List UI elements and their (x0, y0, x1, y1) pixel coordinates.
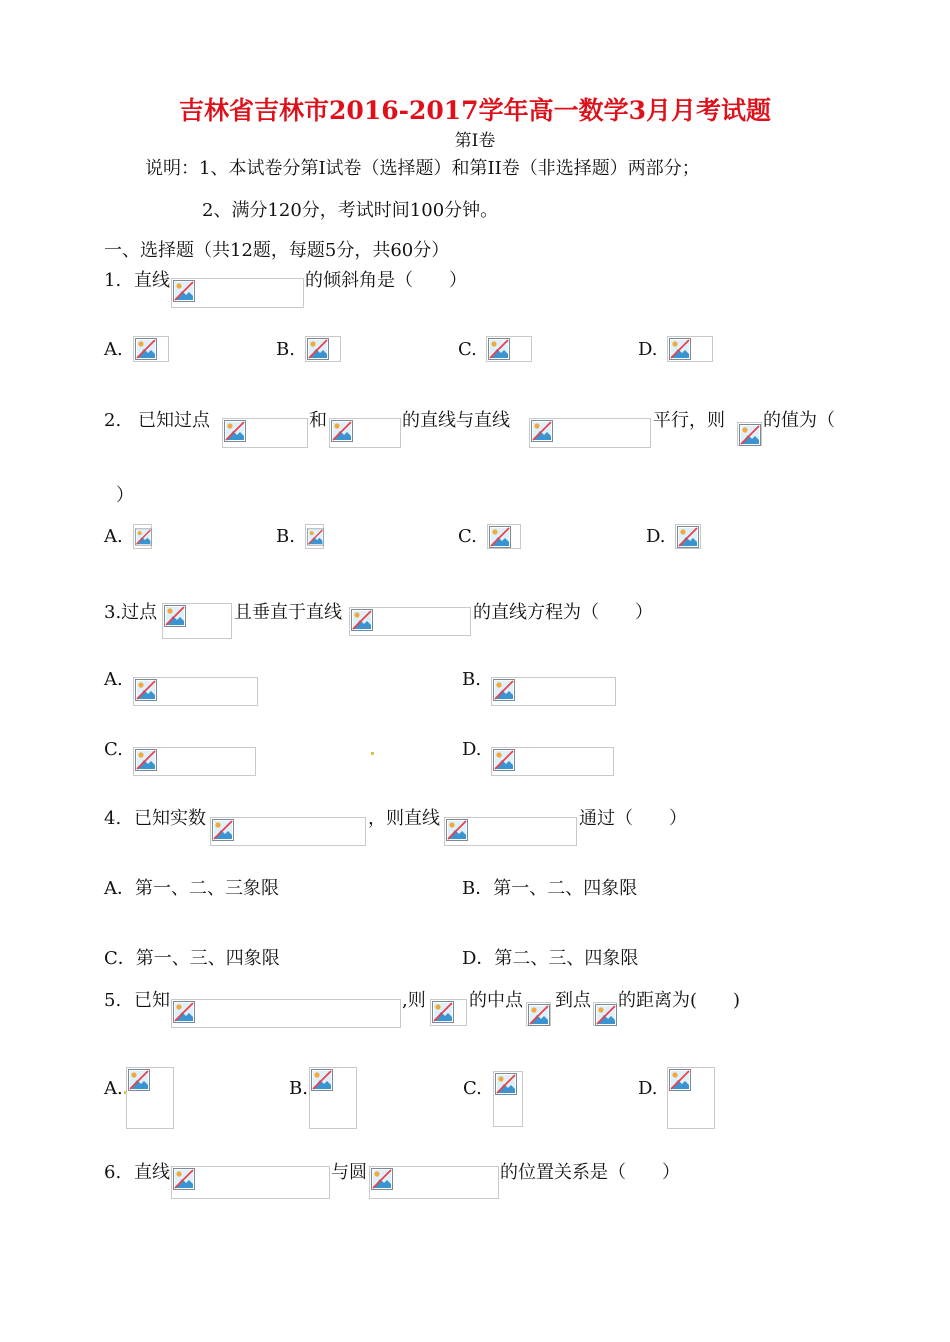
q2-point-1-image (222, 418, 308, 448)
broken-image-icon (595, 1004, 617, 1026)
q3-option-d-image (491, 747, 614, 776)
broken-image-icon (669, 1069, 691, 1091)
q3-option-d: D. (462, 739, 482, 760)
q2-number: 2. (104, 410, 122, 431)
broken-image-icon (307, 526, 324, 548)
broken-image-icon (371, 1168, 393, 1190)
q5-text-1: 已知 (134, 990, 170, 1011)
q3-option-b-image (491, 677, 616, 706)
q3-option-a: A. (104, 669, 123, 690)
broken-image-icon (173, 280, 195, 302)
q5-option-a-image (126, 1067, 174, 1129)
q5-number: 5. (104, 990, 122, 1011)
broken-image-icon (331, 420, 353, 442)
broken-image-icon (739, 424, 761, 446)
q1-option-d: D. (638, 339, 658, 360)
q5-option-b-image (309, 1067, 357, 1129)
q5-given-image (171, 999, 401, 1028)
q4-option-a: A．第一、二、三象限 (104, 878, 279, 899)
broken-image-icon (212, 819, 234, 841)
q5-text-5: 的距离为( ) (618, 990, 741, 1011)
q6-circle-image (369, 1166, 499, 1199)
broken-image-icon (173, 1001, 195, 1023)
broken-image-icon (135, 338, 157, 360)
note-line-2: 2、满分120分，考试时间100分钟。 (202, 200, 499, 221)
q4-text-3: 通过（ ） (579, 808, 687, 829)
q6-text-3: 的位置关系是（ ） (500, 1162, 680, 1183)
q4-option-b: B．第一、二、四象限 (462, 878, 638, 899)
broken-image-icon (311, 1069, 333, 1091)
q1-formula-image (171, 278, 304, 308)
broken-image-icon (531, 420, 553, 442)
broken-image-icon (493, 679, 515, 701)
q3-text-3: 的直线方程为（ ） (473, 602, 653, 623)
note-line-1: 说明：1、本试卷分第Ⅰ试卷（选择题）和第II卷（非选择题）两部分； (145, 158, 700, 179)
broken-image-icon (432, 1001, 454, 1023)
q2-text-1: 已知过点 (138, 410, 210, 431)
q5-segment-image (430, 999, 467, 1026)
q4-option-d: D．第二、三、四象限 (462, 948, 639, 969)
q2-point-2-image (329, 418, 401, 448)
broken-image-icon (224, 420, 246, 442)
q4-text-1: 已知实数 (134, 808, 206, 829)
q1-option-d-image (667, 336, 713, 362)
q5-option-b: B. (289, 1078, 308, 1099)
broken-image-icon (493, 749, 515, 771)
q2-variable-image (737, 422, 762, 446)
q2-text-2: 和 (309, 410, 327, 431)
broken-image-icon (135, 679, 157, 701)
q2-option-a: A. (104, 526, 123, 547)
q2-option-d-image (675, 524, 701, 549)
q6-text-2: 与圆 (331, 1162, 367, 1183)
q2-text-5: 的值为（ (763, 410, 835, 431)
q4-number: 4. (104, 808, 122, 829)
q2-text-4: 平行，则 (653, 410, 725, 431)
q4-line-image (444, 817, 577, 846)
broken-image-icon (128, 1069, 150, 1091)
q3-option-c: C. (104, 739, 123, 760)
q5-midpoint-image (526, 1002, 551, 1026)
q1-option-c-image (486, 336, 532, 362)
q2-option-b: B. (276, 526, 295, 547)
q1-option-a: A. (104, 339, 123, 360)
q5-text-3: 的中点 (469, 990, 523, 1011)
broken-image-icon (669, 338, 691, 360)
q3-line-image (349, 607, 471, 636)
q1-option-b-image (305, 336, 341, 362)
q4-text-2: ，则直线 (368, 808, 440, 829)
q3-option-a-image (133, 677, 258, 706)
q3-point-image (162, 603, 232, 639)
broken-image-icon (495, 1073, 517, 1095)
broken-image-icon (351, 609, 373, 631)
q5-option-d: D. (638, 1078, 658, 1099)
q5-option-d-image (667, 1067, 715, 1129)
q5-option-a: A. (104, 1078, 123, 1099)
q3-text-2: 且垂直于直线 (234, 602, 342, 623)
q1-number: 1. (104, 270, 122, 291)
q1-text-1: 直线 (134, 270, 170, 291)
q6-number: 6. (104, 1162, 122, 1183)
broken-image-icon (488, 338, 510, 360)
q1-option-a-image (133, 336, 169, 362)
q2-option-a-image (133, 524, 152, 549)
q4-condition-image (210, 817, 366, 846)
q2-text-6: ） (116, 485, 134, 506)
q3-text-1: 3.过点 (104, 602, 158, 623)
q2-option-c: C. (458, 526, 477, 547)
broken-image-icon (164, 605, 186, 627)
q5-point-image (593, 1002, 617, 1026)
q1-option-c: C. (458, 339, 477, 360)
q2-line-image (529, 418, 651, 448)
q2-option-d: D. (646, 526, 666, 547)
broken-image-icon (135, 749, 157, 771)
q3-option-b: B. (462, 669, 481, 690)
broken-image-icon (677, 526, 699, 548)
broken-image-icon (173, 1168, 195, 1190)
stray-mark (371, 752, 374, 755)
broken-image-icon (446, 819, 468, 841)
broken-image-icon (489, 526, 511, 548)
q3-option-c-image (133, 747, 256, 776)
q6-text-1: 直线 (134, 1162, 170, 1183)
broken-image-icon (307, 338, 329, 360)
q5-text-2: ,则 (402, 990, 426, 1011)
broken-image-icon (135, 526, 152, 548)
q2-option-b-image (305, 524, 324, 549)
q2-text-3: 的直线与直线 (402, 410, 510, 431)
section-heading: 一、选择题（共12题，每题5分，共60分） (104, 240, 450, 261)
q5-option-c: C. (463, 1078, 482, 1099)
broken-image-icon (528, 1004, 550, 1026)
q5-text-4: 到点 (555, 990, 591, 1011)
q6-line-image (171, 1166, 330, 1199)
q5-option-c-image (493, 1071, 523, 1127)
document-title: 吉林省吉林市2016-2017学年高一数学3月月考试题 (179, 96, 771, 125)
q1-text-2: 的倾斜角是（ ） (305, 270, 467, 291)
volume-label: 第Ⅰ卷 (454, 131, 496, 151)
q2-option-c-image (487, 524, 521, 549)
q4-option-c: C．第一、三、四象限 (104, 948, 280, 969)
q1-option-b: B. (276, 339, 295, 360)
